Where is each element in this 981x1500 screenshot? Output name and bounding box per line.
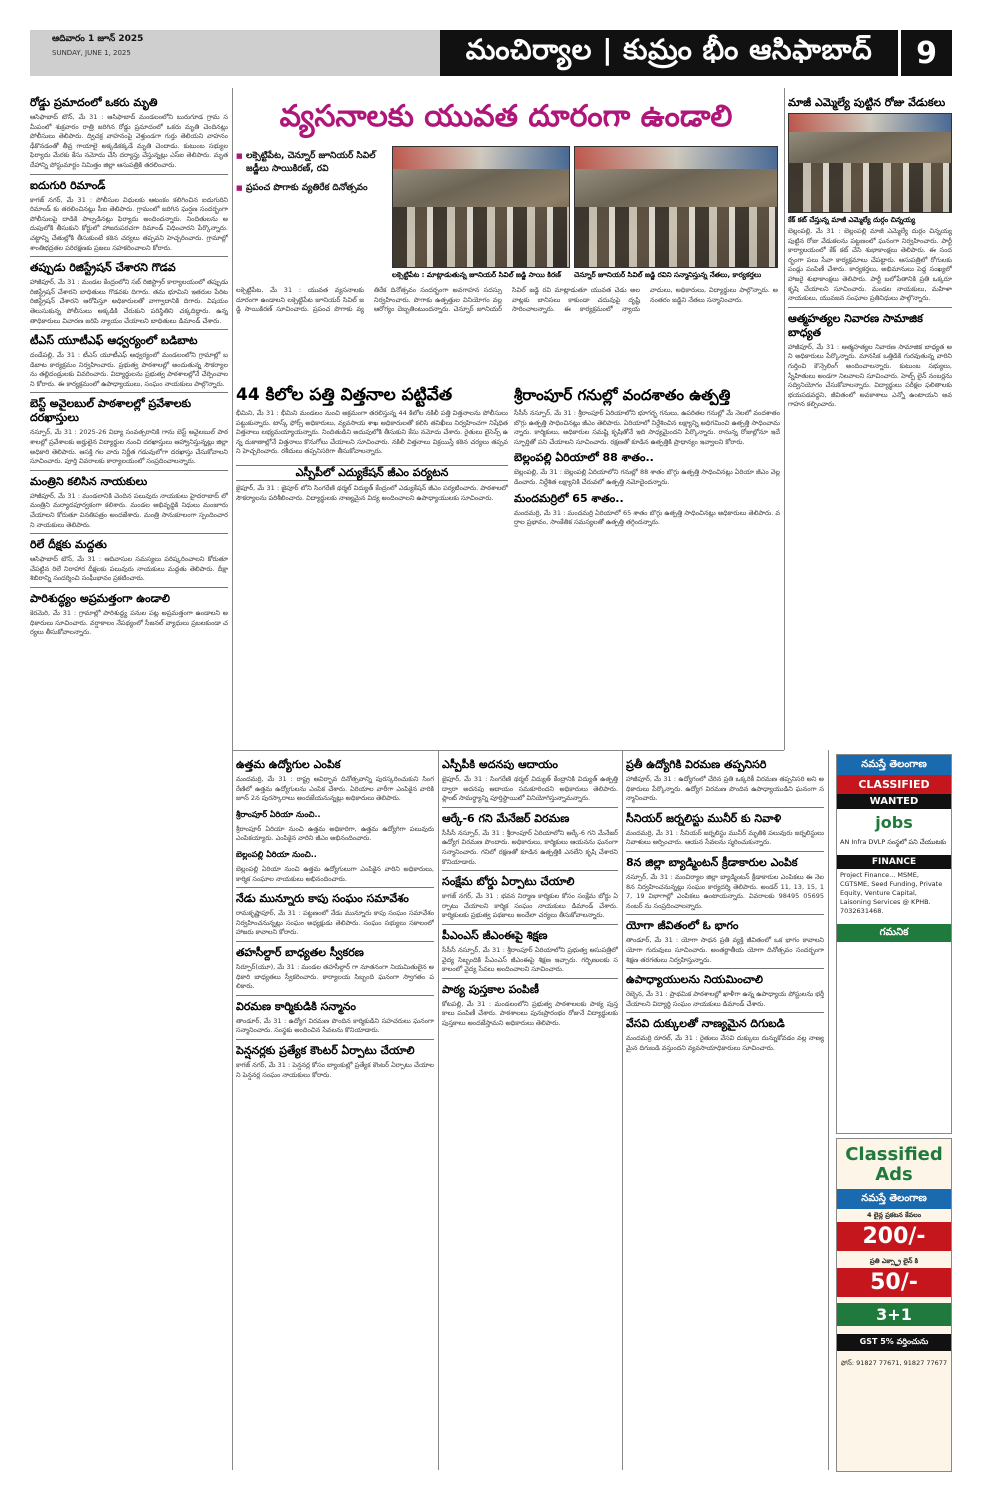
ad-finance-text: Project Finance... MSME, CGTSME, Seed Funding, Private Equity, Venture Capital, Laisoning Services @ KPHB. 7032631468.	[840, 871, 943, 915]
article-subheadline: బెల్లంపల్లి ఏరియా నుంచి..	[236, 849, 317, 859]
promo-offer: 3+1	[837, 1303, 951, 1326]
article-body: నస్పూర్, మే 31 : 2025-26 విద్యా సంవత్సరానికి గాను బెస్ట్ అవైలబుల్ పాఠశాలల్లో ప్రవేశాలకు అర్హులైన విద్యార్థుల నుంచి దరఖాస్తులు ఆహ్వానిస్తున్నట్లు జిల్లా అధికారి తెలిపారు. ఆసక్తి గల వారు నిర్ణీత గడువులోగా దరఖాస్తు చేసుకోవాలని సూచించారు. పూర్తి వివరాలకు కార్యాలయంలో సంప్రదించాలన్నారు.	[30, 428, 228, 466]
right-top-column	[788, 92, 952, 752]
article-body: మందమర్రి, మే 31 : రాష్ట్ర ఆవిర్భావ దినోత్సవాన్ని పురస్కరించుకుని సింగరేణిలో ఉత్తమ ఉద్యోగులను ఎంపిక చేశారు. ఏరియాల వారీగా ఎంపికైన వారికి జూన్ 2న పురస్కారాలు అందజేయనున్నట్లు అధికారులు తెలిపారు.	[236, 775, 434, 803]
column-rule	[232, 750, 233, 1470]
production-article	[514, 380, 780, 748]
lower-column-1	[236, 754, 434, 1470]
hero-article-body: లక్సెట్టిపేట, మే 31 : యువత వ్యసనాలకు దూరంగా ఉండాలని లక్సెట్టిపేట జూనియర్ సివిల్ జడ్జి సాయికిరణ్ సూచించారు. ప్రపంచ పొగాకు వ్యతిరేక దినోత్సవం సందర్భంగా అవగాహన సదస్సు నిర్వహించారు. పొగాకు ఉత్పత్తుల వినియోగం వల్ల ఆరోగ్యం దెబ్బతింటుందన్నారు. చెన్నూర్ జూనియర్ సివిల్ జడ్జి రవి మాట్లాడుతూ యువత చెడు అలవాట్లకు బానిసలు కాకుండా చదువుపై దృష్టి సారించాలన్నారు. ఈ కార్యక్రమంలో న్యాయవాదులు, అధికారులు, విద్యార్థులు పాల్గొన్నారు. అనంతరం జడ్జిని నేతలు సన్మానించారు.	[236, 286, 778, 314]
article-body: రెబ్బెన, మే 31 : ప్రాథమిక పాఠశాలల్లో ఖాళీగా ఉన్న ఉపాధ్యాయ పోస్టులను భర్తీ చేయాలని విద్యార్థి సంఘం నాయకులు డిమాండ్ చేశారు.	[626, 990, 824, 1008]
hero-bullet: ■ లక్సెట్టిపేట, చెన్నూర్ జూనియర్ సివిల్ జడ్జీలు సాయికిరణ్, రవి	[236, 150, 386, 176]
article-body: దండేపల్లి, మే 31 : టీఎస్ యూటీఎఫ్ ఆధ్వర్యంలో మండలంలోని గ్రామాల్లో బడిబాట కార్యక్రమం నిర్వహించారు. ప్రభుత్వ పాఠశాలల్లో అందుతున్న సౌకర్యాలను తల్లిదండ్రులకు వివరించారు. విద్యార్థులను ప్రభుత్వ పాఠశాలల్లోనే చేర్పించాలని కోరారు. ఈ కార్యక్రమంలో ఉపాధ్యాయులు, సంఘం నాయకులు పాల్గొన్నారు.	[30, 351, 228, 388]
article-body: ఆసిఫాబాద్ టౌన్, మే 31 : ఆదివాసుల సమస్యలు పరిష్కరించాలని కోరుతూ చేపట్టిన రిలే నిరాహార దీక్షలకు పలువురు నాయకులు మద్దతు తెలిపారు. దీక్షా శిబిరాన్ని సందర్శించి సంఘీభావం ప్రకటించారు.	[30, 555, 228, 583]
hero-bullet: ■ ప్రపంచ పొగాకు వ్యతిరేక దినోత్సవం	[236, 182, 386, 195]
lower-column-2	[442, 754, 618, 1470]
promo-gst: GST 5% వర్తించును	[837, 1334, 951, 1351]
article-headline: ప్రతీ ఉద్యోగికి విరమణ తప్పనిసరి	[626, 758, 767, 771]
article-headline: పీఎంఎస్ జీఎంఈపై శిక్షణ	[442, 928, 548, 942]
ad-jobs: jobs	[875, 813, 913, 832]
article-headline: నేడు మున్నూరు కాపు సంఘం సమావేశం	[236, 892, 409, 906]
article-headline: సంక్షేమ బోర్డు ఏర్పాటు చేయాలి	[442, 875, 575, 889]
classified-ad-box	[836, 754, 952, 1134]
article-headline: ఐదుగురి రిమాండ్	[30, 178, 106, 192]
article-headline: పాఠ్య పుస్తకాల పంపిణీ	[442, 982, 539, 996]
article-body: జైపూర్, మే 31 : సింగరేణి థర్మల్ విద్యుత్ కేంద్రానికి విద్యుత్ ఉత్పత్తి ద్వారా అదనపు ఆదాయం సమకూరిందని అధికారులు తెలిపారు. ప్లాంట్ సామర్థ్యాన్ని పూర్తిస్థాయిలో వినియోగిస్తున్నామన్నారు.	[442, 775, 618, 803]
ad-jobs-text: AN Infra DVLP సంస్థలో పని చేయుటకు	[840, 838, 947, 846]
birthday-photo	[788, 113, 952, 213]
article-body: మందమర్రి, మే 31 : మందమర్రి ఏరియాలో 65 శాతం బొగ్గు ఉత్పత్తి సాధించినట్లు అధికారులు తెలిపారు. వర్షాల ప్రభావం, సాంకేతిక సమస్యలతో ఉత్పత్తి తగ్గిందన్నారు.	[514, 508, 780, 527]
article-headline: తప్పుడు రిజిస్ట్రేషన్ చేశారని గొడవ	[30, 261, 176, 275]
lower-column-3	[626, 754, 824, 1470]
ad-brand: నమస్తే తెలంగాణ	[837, 755, 951, 775]
date-telugu: ఆదివారం 1 జూన్ 2025	[52, 34, 144, 44]
article-headline: తహసీల్దార్ బాధ్యతల స్వీకరణ	[236, 945, 364, 959]
article-headline: రిలే దీక్షకు మద్దతు	[30, 538, 107, 552]
ad-finance: FINANCE	[837, 855, 951, 869]
article-headline: సీనియర్ జర్నలిస్టు మునీర్ కు నివాళి	[626, 811, 782, 825]
article-subheadline: మందమర్రిలో 65 శాతం..	[514, 491, 624, 505]
cotton-seed-article	[236, 380, 508, 748]
article-body: సీసీసీ నస్పూర్, మే 31 : శ్రీరాంపూర్ ఏరియాలోని ఆర్కే-6 గని మేనేజర్ ఉద్యోగ విరమణ పొందారు. అధికారులు, కార్మికులు ఆయనను ఘనంగా సన్మానించారు. గనిలో రక్షణతో కూడిన ఉత్పత్తికి ఎనలేని కృషి చేశారని కొనియాడారు.	[442, 828, 618, 866]
article-headline: 8న జిల్లా బ్యాడ్మింటన్ క్రీడాకారుల ఎంపిక	[626, 855, 798, 869]
article-body: జైపూర్, మే 31 : జైపూర్ లోని సింగరేణి థర్మల్ విద్యుత్ కేంద్రంలో ఎడ్యుకేషన్ జీఎం పర్యటించారు. పాఠశాలలో సౌకర్యాలను పరిశీలించారు. విద్యార్థులకు నాణ్యమైన విద్య అందించాలని ఉపాధ్యాయులకు సూచించారు.	[236, 483, 508, 502]
article-headline: పారిశుద్ధ్యం అప్రమత్తంగా ఉండాలి	[30, 592, 170, 605]
article-body: నస్పూర్, మే 31 : మంచిర్యాల జిల్లా బ్యాడ్మింటన్ క్రీడాకారుల ఎంపికలు ఈ నెల 8న నిర్వహించనున్నట్లు సంఘం కార్యదర్శి తెలిపారు. అండర్ 11, 13, 15, 17, 19 విభాగాల్లో ఎంపికలు ఉంటాయన్నారు. వివరాలకు 98495 05695 నంబర్ ను సంప్రదించాలన్నారు.	[626, 872, 824, 910]
article-body: ఆసిఫాబాద్ టౌన్, మే 31 : ఆసిఫాబాద్ మండలంలోని బురుగూడ గ్రామ సమీపంలో శుక్రవారం రాత్రి జరిగిన రోడ్డు ప్రమాదంలో ఒకరు మృతి చెందినట్లు పోలీసులు తెలిపారు. ద్విచక్ర వాహనంపై వెళ్తుండగా గుర్తు తెలియని వాహనం ఢీకొనడంతో తీవ్ర గాయాలై అక్కడికక్కడే మృతి చెందాడు. కుటుంబ సభ్యుల ఫిర్యాదు మేరకు కేసు నమోదు చేసి దర్యాప్తు చేస్తున్నట్లు ఎస్ఐ తెలిపారు. మృతదేహాన్ని పోస్టుమార్టం నిమిత్తం జిల్లా ఆసుపత్రికి తరలించారు.	[30, 113, 228, 169]
article-subheadline: శ్రీరాంపూర్ ఏరియా నుంచి..	[236, 809, 321, 819]
article-body: భీమిని, మే 31 : భీమిని మండలం నుంచి అక్రమంగా తరలిస్తున్న 44 కిలోల నకిలీ పత్తి విత్తనాలను పోలీసులు పట్టుకున్నారు. టాస్క్ ఫోర్స్ అధికారులు, వ్యవసాయ శాఖ అధికారులతో కలిసి తనిఖీలు నిర్వహించగా నిషేధిత విత్తనాలు లభ్యమయ్యాయన్నారు. నిందితుడిని అదుపులోకి తీసుకుని కేసు నమోదు చేశారు. రైతులు లైసెన్స్ ఉన్న దుకాణాల్లోనే విత్తనాలు కొనుగోలు చేయాలని సూచించారు. నకిలీ విత్తనాలు విక్రయిస్తే కఠిన చర్యలు తప్పవని హెచ్చరించారు. రశీదులు తప్పనిసరిగా తీసుకోవాలన్నారు.	[236, 409, 508, 456]
row-rule	[232, 750, 784, 751]
article-headline: ఉత్తమ ఉద్యోగుల ఎంపిక	[236, 758, 341, 771]
article-body: మందమర్రి రూరల్, మే 31 : రైతులు వేసవి దుక్కులు దున్నుకోవడం వల్ల నాణ్యమైన దిగుబడి వస్తుందని వ్యవసాయాధికారులు సూచించారు.	[626, 1034, 824, 1052]
article-body: తాండూర్, మే 31 : ఉద్యోగ విరమణ పొందిన కార్మికుడిని సహచరులు ఘనంగా సన్మానించారు. సంస్థకు అందించిన సేవలను కొనియాడారు.	[236, 1016, 434, 1035]
classified-promo-box	[836, 1138, 952, 1472]
article-body: కాగజ్ నగర్, మే 31 : పోలీసుల విధులకు ఆటంకం కలిగించిన ఐదుగురిని రిమాండ్ కు తరలించినట్లు సీఐ తెలిపారు. గ్రామంలో జరిగిన ఘర్షణ సందర్భంగా పోలీసులపై దాడికి పాల్పడినట్లు ఫిర్యాదు అందిందన్నారు. నిందితులను అదుపులోకి తీసుకుని కోర్టులో హాజరుపరచగా రిమాండ్ విధించారని పేర్కొన్నారు. చట్టాన్ని చేతుల్లోకి తీసుకుంటే కఠిన చర్యలు తప్పవని హెచ్చరించారు. గ్రామాల్లో శాంతిభద్రతల పరిరక్షణకు ప్రజలు సహకరించాలని కోరారు.	[30, 195, 228, 252]
article-body: సిర్పూర్(యూ), మే 31 : మండల తహసీల్దార్ గా నూతనంగా నియమితులైన అధికారి బాధ్యతలు స్వీకరించారు. కార్యాలయ సిబ్బంది ఘనంగా స్వాగతం పలికారు.	[236, 962, 434, 991]
hero-caption-right: చెన్నూర్ జూనియర్ సివిల్ జడ్జి రవిని సన్మానిస్తున్న నేతలు, కార్యకర్తలు	[574, 271, 762, 279]
hero-bullets	[236, 150, 386, 201]
article-body: కాగజ్ నగర్, మే 31 : పెన్షనర్ల కోసం బ్యాంకుల్లో ప్రత్యేక కౌంటర్ ఏర్పాటు చేయాలని పెన్షనర్ల సంఘం నాయకులు కోరారు.	[236, 1060, 434, 1079]
article-body: హాజీపూర్, మే 31 : ఉద్యోగంలో చేరిన ప్రతి ఒక్కరికీ విరమణ తప్పనిసరి అని అధికారులు పేర్కొన్నారు. ఉద్యోగ విరమణ పొందిన ఉపాధ్యాయుడిని ఘనంగా సన్మానించారు.	[626, 775, 824, 803]
hero-photo-right	[574, 146, 778, 268]
hero-caption-left: లక్సెట్టిపేట : మాట్లాడుతున్న జూనియర్ సివిల్ జడ్జి సాయి కిరణ్	[392, 271, 561, 279]
article-body: బెల్లంపల్లి ఏరియా నుంచి ఉత్తమ ఉద్యోగులుగా ఎంపికైన వారిని అధికారులు, కార్మిక సంఘాల నాయకులు అభినందించారు.	[236, 864, 434, 883]
masthead	[30, 30, 952, 76]
promo-brand: నమస్తే తెలంగాణ	[837, 1189, 951, 1209]
article-subheadline: ఎస్పీపీలో ఎద్యుకేషన్ జీఎం పర్యటన	[236, 465, 508, 481]
article-body: కెరమెరి, మే 31 : గ్రామాల్లో పారిశుద్ధ్య పనుల పట్ల అప్రమత్తంగా ఉండాలని అధికారులు సూచించారు. వర్షాకాలం నేపథ్యంలో సీజనల్ వ్యాధులు ప్రబలకుండా చర్యలు తీసుకోవాలన్నారు.	[30, 609, 228, 637]
promo-price1-label: 4 లైన్ల ప్రకటన కేవలం	[867, 1211, 921, 1219]
section-title-box	[440, 30, 898, 76]
ad-wanted: WANTED	[837, 794, 951, 809]
article-headline: మాజీ ఎమ్మెల్యే పుట్టిన రోజు వేడుకలు	[788, 96, 946, 109]
article-headline: ఎస్పీపీకి అదనపు ఆదాయం	[442, 758, 558, 771]
article-headline: మంత్రిని కలిసిన నాయకులు	[30, 474, 148, 488]
ad-notice: గమనిక	[837, 924, 951, 942]
article-headline: టీఎస్ యూటీఎఫ్ ఆధ్వర్యంలో బడిబాట	[30, 334, 198, 348]
promo-phone: ఫోన్: 91827 77671, 91827 77677	[840, 1359, 948, 1367]
page-number: 9	[898, 30, 952, 76]
article-body: రామకృష్ణాపూర్, మే 31 : పట్టణంలో నేడు మున్నూరు కాపు సంఘం సమావేశం నిర్వహించనున్నట్లు సంఘం అధ్యక్షుడు తెలిపారు. సంఘం సభ్యులు సకాలంలో హాజరు కావాలని కోరారు.	[236, 909, 434, 937]
article-body: హాజీపూర్, మే 31 : మండల కేంద్రంలోని సబ్ రిజిస్ట్రార్ కార్యాలయంలో తప్పుడు రిజిస్ట్రేషన్ చేశారని బాధితులు గొడవకు దిగారు. తమ భూమిని ఇతరుల పేరిట రిజిస్ట్రేషన్ చేశారని ఆరోపిస్తూ అధికారులతో వాగ్వాదానికి దిగారు. విషయం తెలుసుకున్న పోలీసులు అక్కడికి చేరుకుని పరిస్థితిని చక్కదిద్దారు. ఉన్నతాధికారులు విచారణ జరిపి న్యాయం చేయాలని బాధితులు డిమాండ్ చేశారు.	[30, 278, 228, 325]
article-headline: ఆత్మహత్యల నివారణ సామాజిక బాధ్యత	[788, 311, 923, 339]
article-headline: ఉపాధ్యాయులను నియమించాలి	[626, 973, 763, 987]
hero-photo-left	[392, 146, 570, 268]
hero-headline: వ్యసనాలకు యువత దూరంగా ఉండాలి	[279, 99, 733, 134]
article-headline: వేసవి దుక్కులతో నాణ్యమైన దిగుబడి	[626, 1017, 785, 1031]
date-box	[30, 30, 440, 76]
article-body: కాగజ్ నగర్, మే 31 : భవన నిర్మాణ కార్మికుల కోసం సంక్షేమ బోర్డు ఏర్పాటు చేయాలని కార్మిక సంఘం నాయకులు డిమాండ్ చేశారు. కార్మికులకు ప్రభుత్వ పథకాలు అందేలా చర్యలు తీసుకోవాలన్నారు.	[442, 892, 618, 920]
article-body: సీసీసీ నస్పూర్, మే 31 : శ్రీరాంపూర్ ఏరియాలోని భూగర్భ గనులు, ఉపరితల గనుల్లో మే నెలలో వందశాతం బొగ్గు ఉత్పత్తి సాధించినట్లు జీఎం తెలిపారు. ఏరియాలో నిర్దేశించిన లక్ష్యాన్ని అధిగమించి ఉత్పత్తి సాధించామన్నారు. కార్మికులు, అధికారుల సమష్టి కృషితోనే ఇది సాధ్యమైందని పేర్కొన్నారు. రానున్న రోజుల్లోనూ ఇదే స్ఫూర్తితో పని చేయాలని సూచించారు. రక్షణతో కూడిన ఉత్పత్తికి ప్రాధాన్యం ఇవ్వాలని కోరారు.	[514, 409, 780, 446]
article-body: మందమర్రి, మే 31 : సీనియర్ జర్నలిస్టు మునీర్ మృతికి పలువురు జర్నలిస్టులు నివాళులు అర్పించారు. ఆయన సేవలను స్మరించుకున్నారు.	[626, 828, 824, 847]
article-headline: పెన్షనర్లకు ప్రత్యేక కౌంటర్ ఏర్పాటు చేయాలి	[236, 1043, 415, 1057]
article-subheadline: బెల్లంపల్లి ఏరియాలో 88 శాతం..	[514, 451, 654, 465]
article-headline: బెస్ట్ అవైలబుల్ పాఠశాలల్లో ప్రవేశాలకు దరఖాస్తులు	[30, 397, 192, 425]
left-column	[30, 92, 228, 1472]
article-body: తాండూర్, మే 31 : యోగా సాధన ప్రతి వ్యక్తి జీవితంలో ఒక భాగం కావాలని యోగా గురువులు సూచించారు. అంతర్జాతీయ యోగా దినోత్సవం సందర్భంగా శిక్షణ తరగతులు నిర్వహిస్తున్నారు.	[626, 936, 824, 964]
column-rule	[784, 88, 785, 750]
article-headline: 44 కిలోల పత్తి విత్తనాల పట్టివేత	[236, 385, 453, 405]
article-headline: యోగా జీవితంలో ఓ భాగం	[626, 919, 739, 933]
promo-price2-label: ప్రతి ఎక్స్ట్రా లైన్ కి	[869, 1257, 919, 1265]
section-title: మంచిర్యాల | కుమ్రం భీం ఆసిఫాబాద్	[465, 33, 873, 66]
article-body: సీసీసీ నస్పూర్, మే 31 : శ్రీరాంపూర్ ఏరియాలోని ప్రభుత్వ ఆసుపత్రిలో వైద్య సిబ్బందికి పీఎంఎస్ జీఎంఈపై శిక్షణ ఇచ్చారు. గర్భిణులకు సకాలంలో వైద్య సేవలు అందించాలని సూచించారు.	[442, 945, 618, 974]
article-body: శ్రీరాంపూర్ ఏరియా నుంచి ఉత్తమ అధికారిగా, ఉత్తమ ఉద్యోగిగా పలువురు ఎంపికయ్యారు. ఎంపికైన వారిని జీఎం అభినందించారు.	[236, 824, 434, 843]
article-body: బెల్లంపల్లి, మే 31 : బెల్లంపల్లి ఏరియాలోని గనుల్లో 88 శాతం బొగ్గు ఉత్పత్తి సాధించినట్లు ఏరియా జీఎం వెల్లడించారు. నిర్దేశిత లక్ష్యానికి చేరువలో ఉత్పత్తి నమోదైందన్నారు.	[514, 468, 780, 486]
article-body: హాజీపూర్, మే 31 : మండలానికి చెందిన పలువురు నాయకులు హైదరాబాద్ లో మంత్రిని మర్యాదపూర్వకంగా కలిశారు. మండల అభివృద్ధికి నిధులు మంజూరు చేయాలని కోరుతూ వినతిపత్రం అందజేశారు. మంత్రి సానుకూలంగా స్పందించారని నాయకులు తెలిపారు.	[30, 491, 228, 529]
column-rule	[622, 750, 623, 1470]
column-rule	[232, 88, 233, 750]
column-rule	[438, 750, 439, 1470]
promo-price1: 200/-	[837, 1222, 951, 1251]
article-headline: ఆర్కే-6 గని మేనేజర్ విరమణ	[442, 811, 570, 825]
column-rule	[828, 750, 829, 1470]
article-body: హాజీపూర్, మే 31 : ఆత్మహత్యల నివారణ సామాజిక బాధ్యత అని అధికారులు పేర్కొన్నారు. మానసిక ఒత్తిడికి గురవుతున్న వారిని గుర్తించి కౌన్సెలింగ్ అందించాలన్నారు. కుటుంబ సభ్యులు, స్నేహితులు అండగా నిలవాలని సూచించారు. హెల్ప్ లైన్ నంబర్లను సద్వినియోగం చేసుకోవాలన్నారు. విద్యార్థులు పరీక్షల ఫలితాలకు భయపడవద్దని, జీవితంలో అవకాశాలు ఎన్నో ఉంటాయని అవగాహన కల్పించారు.	[788, 342, 952, 409]
birthday-caption: కేక్ కట్ చేస్తున్న మాజీ ఎమ్మెల్యే దుర్గం చిన్నయ్య	[788, 216, 916, 224]
promo-title: Classified Ads	[845, 1144, 943, 1185]
ad-classified: CLASSIFIED	[837, 775, 951, 794]
article-headline: రోడ్డు ప్రమాదంలో ఒకరు మృతి	[30, 96, 158, 109]
article-headline: శ్రీరాంపూర్ గనుల్లో వందశాతం ఉత్పత్తి	[514, 386, 731, 404]
article-headline: విరమణ కార్మికుడికి సన్మానం	[236, 999, 356, 1013]
article-body: బెల్లంపల్లి, మే 31 : బెల్లంపల్లి మాజీ ఎమ్మెల్యే దుర్గం చిన్నయ్య పుట్టిన రోజు వేడుకలను పట్టణంలో ఘనంగా నిర్వహించారు. పార్టీ కార్యాలయంలో కేక్ కట్ చేసి శుభాకాంక్షలు తెలిపారు. ఈ సందర్భంగా పలు సేవా కార్యక్రమాలు చేపట్టారు. ఆసుపత్రిలో రోగులకు పండ్లు పంపిణీ చేశారు. కార్యకర్తలు, అభిమానులు పెద్ద సంఖ్యలో హాజరై శుభాకాంక్షలు తెలిపారు. పార్టీ బలోపేతానికి ప్రతి ఒక్కరూ కృషి చేయాలని సూచించారు. మండల నాయకులు, మహిళా నాయకులు, యువజన సంఘాల ప్రతినిధులు పాల్గొన్నారు.	[788, 227, 952, 303]
date-english: SUNDAY, JUNE 1, 2025	[52, 49, 131, 57]
promo-price2: 50/-	[837, 1268, 951, 1297]
article-body: కోటపల్లి, మే 31 : మండలంలోని ప్రభుత్వ పాఠశాలలకు పాఠ్య పుస్తకాలు పంపిణీ చేశారు. పాఠశాలలు పునఃప్రారంభం రోజునే విద్యార్థులకు పుస్తకాలు అందజేస్తామని అధికారులు తెలిపారు.	[442, 999, 618, 1027]
